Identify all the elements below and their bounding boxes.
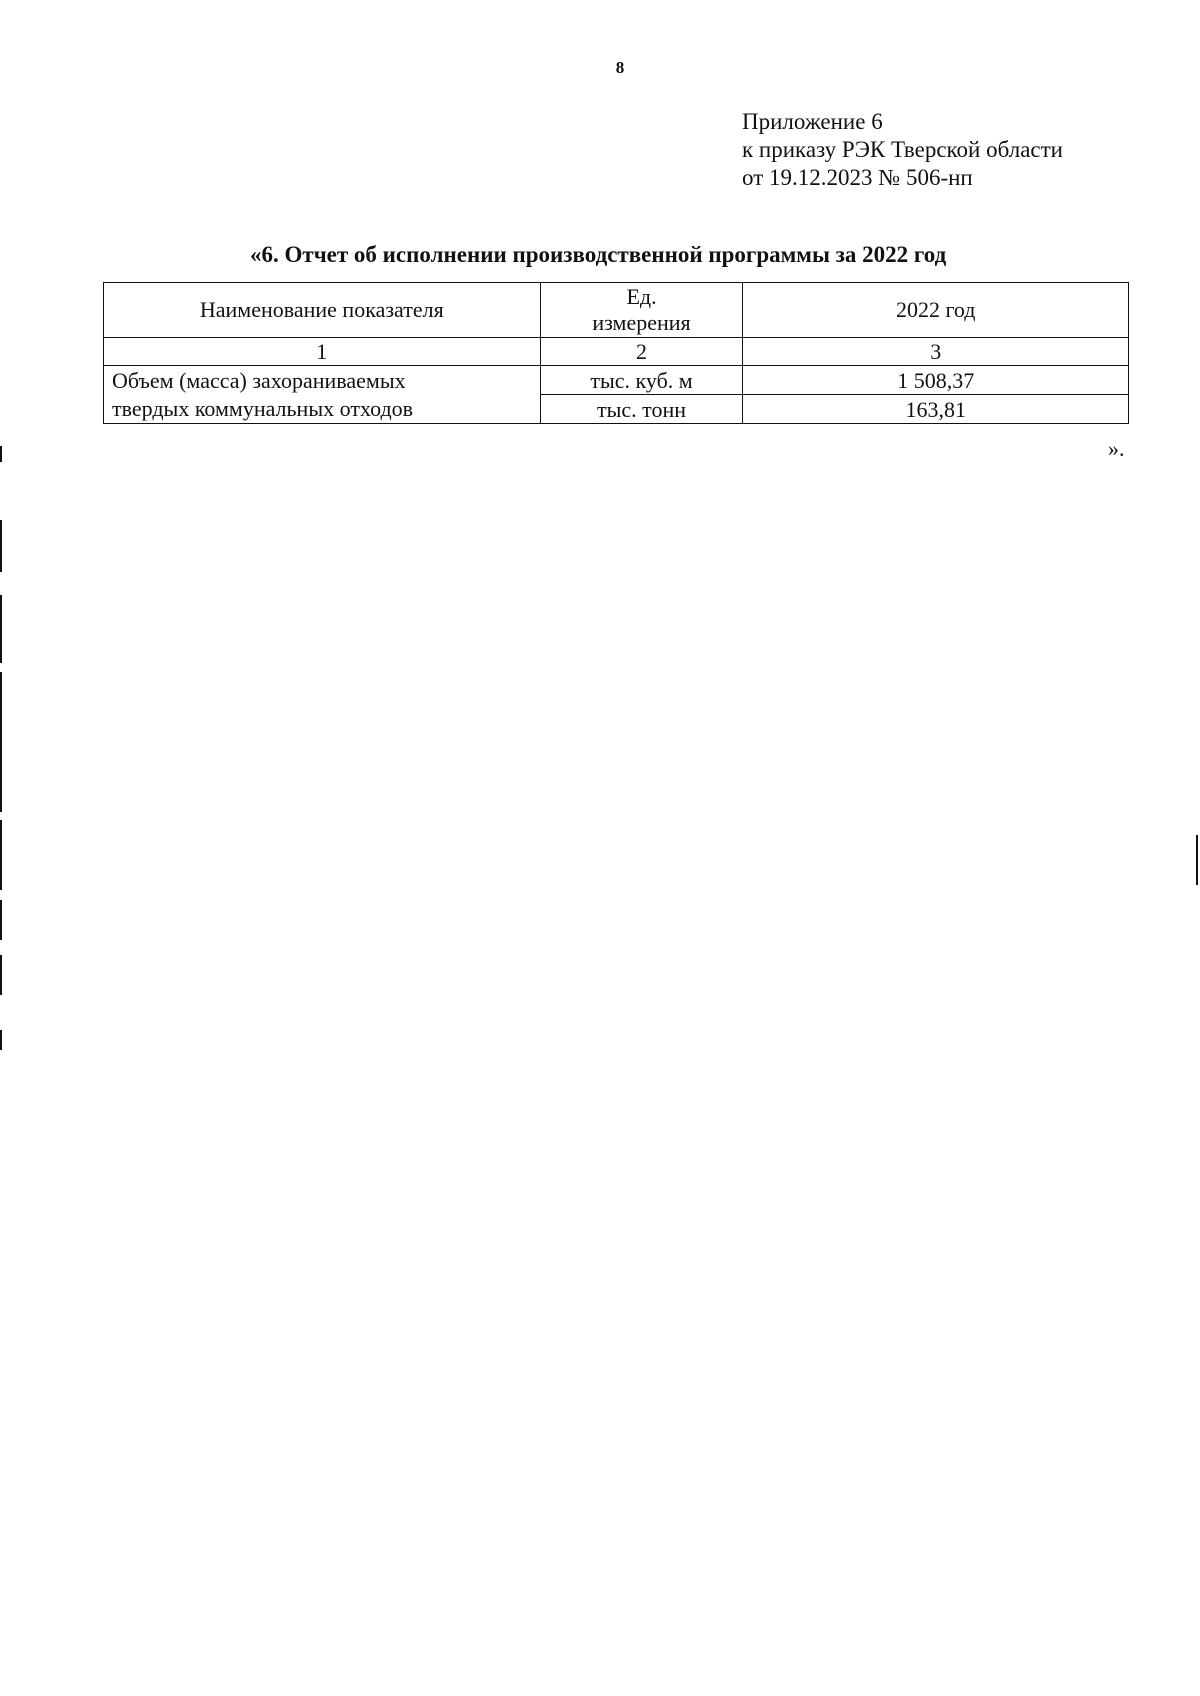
scan-mark (0, 1030, 2, 1050)
appendix-line-2: к приказу РЭК Тверской области (742, 137, 1063, 162)
appendix-line-3: от 19.12.2023 № 506-нп (742, 165, 973, 190)
value-cell: 1 508,37 (743, 366, 1129, 395)
column-number-2: 2 (540, 338, 743, 366)
scan-mark (0, 820, 2, 890)
page-number: 8 (615, 58, 625, 77)
scan-mark (0, 900, 2, 940)
report-table (103, 282, 1129, 424)
unit-cell: тыс. тонн (540, 395, 743, 424)
header-indicator: Наименование показателя (104, 283, 541, 338)
column-number-row (104, 338, 1129, 366)
header-unit-line-2: измерения (592, 310, 691, 335)
scan-mark (0, 520, 2, 572)
scan-mark (0, 955, 2, 995)
appendix-header (742, 108, 1063, 192)
column-number-3: 3 (743, 338, 1129, 366)
scan-mark (0, 672, 2, 812)
table-row (104, 366, 1129, 395)
report-title: «6. Отчет об исполнении производственной программы за 2022 год (250, 242, 947, 267)
closing-quote: ». (1108, 436, 1125, 461)
header-unit-line-1: Ед. (626, 284, 657, 309)
appendix-line-1: Приложение 6 (742, 109, 883, 134)
value-cell: 163,81 (743, 395, 1129, 424)
unit-cell: тыс. куб. м (540, 366, 743, 395)
table-header-row (104, 283, 1129, 338)
header-unit (540, 283, 743, 338)
scan-mark (0, 595, 2, 663)
indicator-name (104, 366, 541, 424)
column-number-1: 1 (104, 338, 541, 366)
scan-mark (1196, 835, 1198, 885)
indicator-line-2: твердых коммунальных отходов (112, 395, 414, 421)
indicator-line-1: Объем (масса) захораниваемых (112, 367, 406, 393)
scan-mark (0, 446, 2, 462)
header-year: 2022 год (743, 283, 1129, 338)
